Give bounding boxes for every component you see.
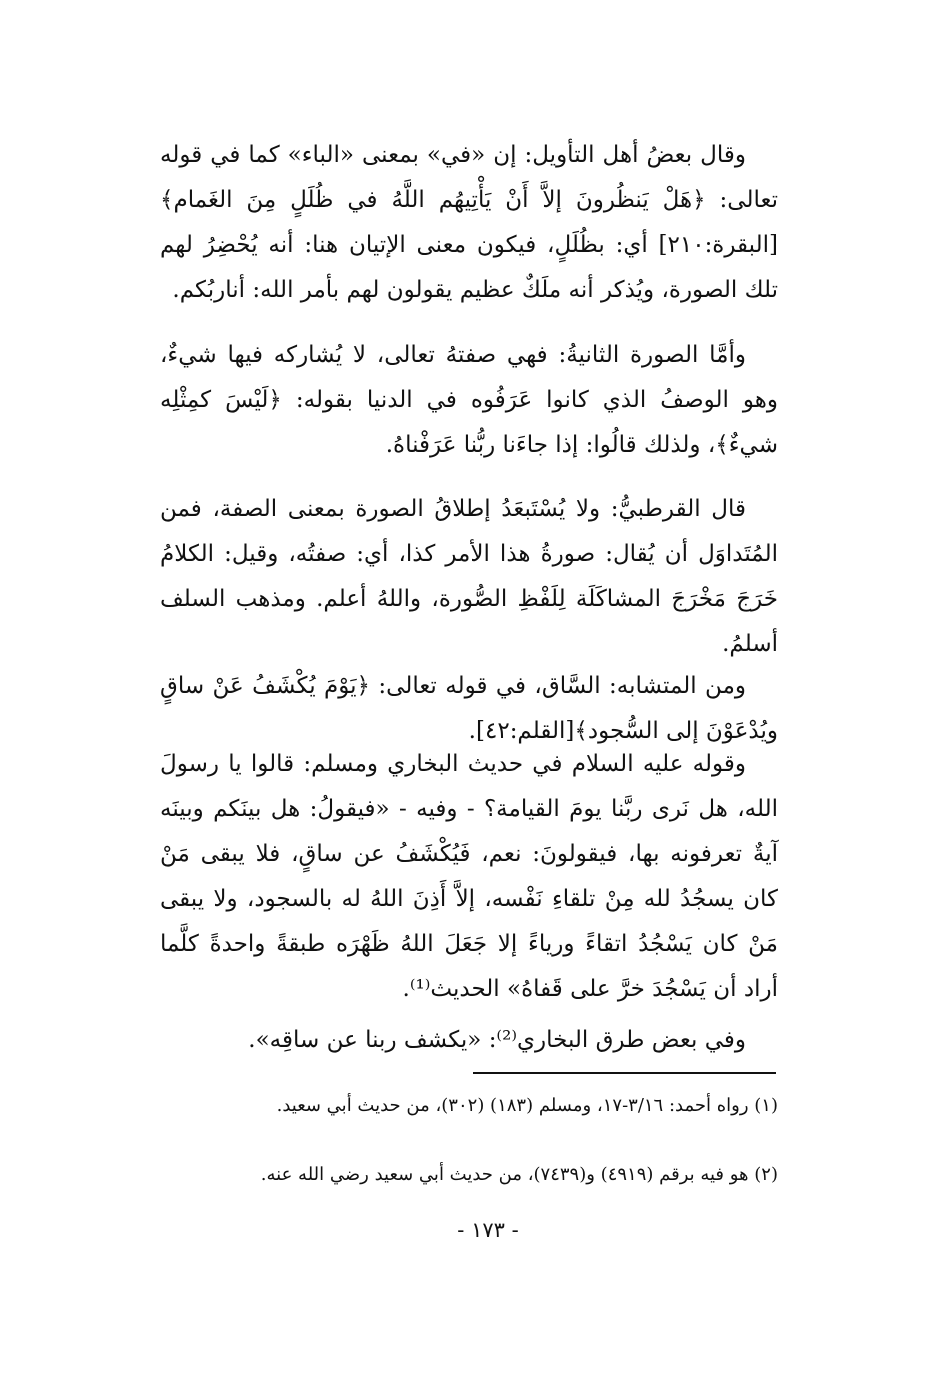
paragraph-hadith: وقوله عليه السلام في حديث البخاري ومسلم: قالوا يا رسولَ الله، هل نَرى ربَّنا يومَ القيامة؟ - وفيه - «فيقولُ: هل بينَكم وبينَه آيةٌ تعرفونه بها، فيقولونَ: نعم، فَيُكْشَفُ عن ساقٍ، فلا يبقى مَنْ كان يسجُدُ لله مِنْ تلقاءِ نَفْسه، إلاَّ أَذِنَ اللهُ له بالسجود، ولا يبقى مَنْ كان يَسْجُدُ اتقاءً ورياءً إلا جَعَلَ اللهُ ظَهْرَه طبقةً واحدةً كلَّما أراد أن يَسْجُدَ خرَّ على قَفاهُ» الحديث⁽¹⁾. — [160, 751, 778, 1002]
footnote-2: (٢) هو فيه برقم (٤٩١٩) و(٧٤٣٩)، من حديث أبي سعيد رضي الله عنه. — [260, 1164, 778, 1185]
footnote-divider — [473, 1072, 776, 1074]
footnote-1: (١) رواه أحمد: ٣/١٦-١٧، ومسلم (١٨٣) (٣٠٢)، من حديث أبي سعيد. — [276, 1095, 778, 1116]
page-number: - ١٧٣ - — [457, 1218, 519, 1242]
paragraph-saq-verse: ومن المتشابه: السَّاق، في قوله تعالى: ﴿يَوْمَ يُكْشَفُ عَنْ ساقٍ ويُدْعَوْنَ إلى السُّجود﴾[القلم:٤٢]. — [160, 673, 778, 744]
paragraph-qurtubi: قال القرطبيُّ: ولا يُسْتَبعَدُ إطلاقُ الصورة بمعنى الصفة، فمن المُتَداوَل أن يُقال: صورةُ هذا الأمر كذا، أي: صفتُه، وقيل: الكلامُ خَرَجَ مَخْرَجَ المشاكَلَة لِلَفْظِ الصُّورة، واللهُ أعلم. ومذهب السلف أسلمُ. — [160, 496, 778, 657]
paragraph-interpretation: وقال بعضُ أهل التأويل: إن «في» بمعنى «الباء» كما في قوله تعالى: ﴿هَلْ يَنظُرونَ إلاَّ أَنْ يَأْتِيهُم اللَّهُ في ظُلَلٍ مِنَ الغَمام﴾ [البقرة:٢١٠] أي: بظُلَلٍ، فيكون معنى الإتيان هنا: أنه يُحْضِرُ لهم تلك الصورة، ويُذكر أنه ملَكٌ عظيم يقولون لهم بأمر الله: أناربُكم. — [160, 142, 778, 303]
paragraph-second-image: وأمَّا الصورة الثانيةُ: فهي صفتهُ تعالى، لا يُشاركه فيها شيءٌ، وهو الوصفُ الذي كانوا عَرَفُوه في الدنيا بقوله: ﴿لَيْسَ كمِثْلِه شيءٌ﴾، ولذلك قالُوا: إذا جاءَنا ربُّنا عَرَفْناهُ. — [160, 342, 778, 458]
paragraph-bukhari-narration: وفي بعض طرق البخاري⁽²⁾: «يكشف ربنا عن ساقِه». — [248, 1027, 746, 1053]
